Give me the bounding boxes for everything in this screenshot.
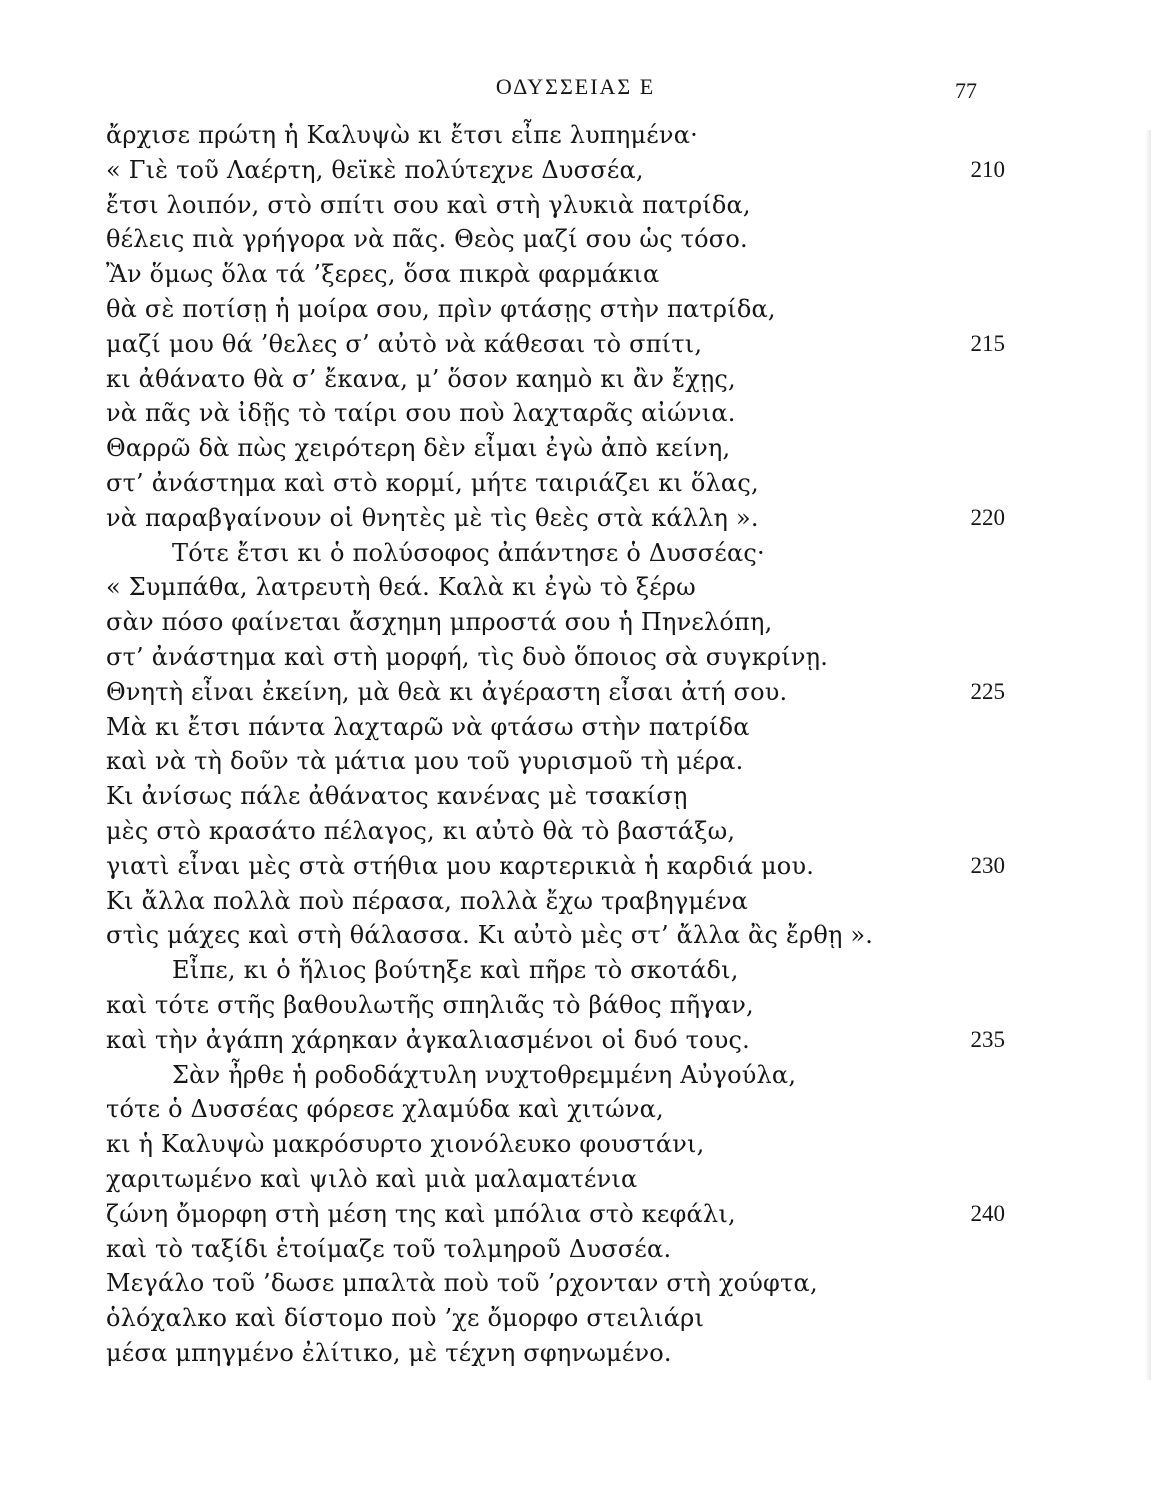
verse-line <box>0 884 1151 919</box>
verse-text: καὶ τὴν ἀγάπη χάρηκαν ἀγκαλιασμένοι οἱ δυό τους. <box>106 1025 750 1054</box>
verse-line <box>0 396 1151 431</box>
line-number: 230 <box>970 852 1005 878</box>
verse-line <box>0 1266 1151 1301</box>
verse-line <box>0 362 1151 397</box>
verse-line <box>0 536 1151 571</box>
verse-line <box>0 118 1151 153</box>
verse-text: κι ἡ Καλυψὼ μακρόσυρτο χιονόλευκο φουστάνι, <box>106 1130 705 1159</box>
verse-line <box>0 849 1151 884</box>
verse-line <box>0 1092 1151 1127</box>
verse-text: θέλεις πιὰ γρήγορα νὰ πᾶς. Θεὸς μαζί σου ὡς τόσο. <box>106 225 748 254</box>
verse-text: μαζί μου θά ’θελες σ’ αὐτὸ νὰ κάθεσαι τὸ σπίτι, <box>106 329 703 358</box>
verse-text: μὲς στὸ κρασάτο πέλαγος, κι αὐτὸ θὰ τὸ βαστάξω, <box>106 816 736 845</box>
verse-line <box>0 431 1151 466</box>
verse-line <box>0 570 1151 605</box>
verse-text: Τότε ἔτσι κι ὁ πολύσοφος ἀπάντησε ὁ Δυσσέας· <box>172 538 765 567</box>
line-number: 220 <box>970 504 1005 530</box>
verse-line <box>0 1127 1151 1162</box>
verse-line <box>0 953 1151 988</box>
verse-line <box>0 814 1151 849</box>
running-head: ΟΔΥΣΣΕΙΑΣ Ε <box>495 74 656 99</box>
verse-text: καὶ νὰ τὴ δοῦν τὰ μάτια μου τοῦ γυρισμοῦ τὴ μέρα. <box>106 747 744 776</box>
verse-line <box>0 188 1151 223</box>
verse-text: καὶ τότε στῆς βαθουλωτῆς σπηλιᾶς τὸ βάθος πῆγαν, <box>106 990 754 1019</box>
verse-text: χαριτωμένο καὶ ψιλὸ καὶ μιὰ μαλαματένια <box>106 1164 638 1193</box>
verse-line <box>0 605 1151 640</box>
line-number: 210 <box>970 156 1005 182</box>
verse-text: καὶ τὸ ταξίδι ἑτοίμαζε τοῦ τολμηροῦ Δυσσέα. <box>106 1234 672 1263</box>
verse-line <box>0 1023 1151 1058</box>
line-number: 240 <box>970 1200 1005 1226</box>
verse-text: Ἂν ὅμως ὅλα τά ’ξερες, ὅσα πικρὰ φαρμάκια <box>106 260 660 289</box>
verse-text: νὰ παραβγαίνουν οἱ θνητὲς μὲ τὶς θεὲς στὰ κάλλη ». <box>106 503 759 532</box>
verse-text: Μὰ κι ἔτσι πάντα λαχταρῶ νὰ φτάσω στὴν πατρίδα <box>106 712 750 741</box>
verse-text: τότε ὁ Δυσσέας φόρεσε χλαμύδα καὶ χιτώνα, <box>106 1095 664 1124</box>
verse-line <box>0 1162 1151 1197</box>
verse-text: Κι ἄλλα πολλὰ ποὺ πέρασα, πολλὰ ἔχω τραβηγμένα <box>106 886 749 915</box>
verse-line <box>0 292 1151 327</box>
page-edge-shadow <box>1145 130 1151 1380</box>
verse-line <box>0 466 1151 501</box>
line-number: 215 <box>970 330 1005 356</box>
verse-text: « Γιὲ τοῦ Λαέρτη, θεϊκὲ πολύτεχνε Δυσσέα, <box>106 155 644 184</box>
verse-text: στὶς μάχες καὶ στὴ θάλασσα. Κι αὐτὸ μὲς στ’ ἄλλα ἂς ἔρθῃ ». <box>106 921 874 950</box>
verse-line <box>0 1058 1151 1093</box>
verse-line <box>0 1336 1151 1371</box>
verse-text: Θαρρῶ δὰ πὼς χειρότερη δὲν εἶμαι ἐγὼ ἀπὸ κείνη, <box>106 434 731 463</box>
verse-line <box>0 1232 1151 1267</box>
line-number: 225 <box>970 678 1005 704</box>
verse-line <box>0 918 1151 953</box>
verse-line <box>0 744 1151 779</box>
verse-text: Κι ἀνίσως πάλε ἀθάνατος κανένας μὲ τσακίσῃ <box>106 782 688 811</box>
verse-block <box>0 118 1151 1371</box>
verse-text: ἔτσι λοιπόν, στὸ σπίτι σου καὶ στὴ γλυκιὰ πατρίδα, <box>106 190 751 219</box>
verse-line <box>0 501 1151 536</box>
page-number: 77 <box>955 78 977 103</box>
verse-text: « Συμπάθα, λατρευτὴ θεά. Καλὰ κι ἐγὼ τὸ ξέρω <box>106 573 696 602</box>
verse-text: ἄρχισε πρώτη ἡ Καλυψὼ κι ἔτσι εἶπε λυπημένα· <box>106 121 698 149</box>
verse-line <box>0 1301 1151 1336</box>
verse-text: Σὰν ἦρθε ἡ ροδοδάχτυλη νυχτοθρεμμένη Αὐγούλα, <box>172 1060 797 1089</box>
verse-text: κι ἀθάνατο θὰ σ’ ἔκανα, μ’ ὅσον καημὸ κι ἂν ἔχῃς, <box>106 364 736 393</box>
verse-text: σὰν πόσο φαίνεται ἄσχημη μπροστά σου ἡ Πηνελόπη, <box>106 608 773 637</box>
verse-line <box>0 327 1151 362</box>
verse-text: Θνητὴ εἶναι ἐκείνη, μὰ θεὰ κι ἀγέραστη εἶσαι ἀτή σου. <box>106 677 788 706</box>
verse-line <box>0 710 1151 745</box>
verse-text: Εἶπε, κι ὁ ἥλιος βούτηξε καὶ πῆρε τὸ σκοτάδι, <box>172 956 739 985</box>
verse-line <box>0 675 1151 710</box>
verse-text: Μεγάλο τοῦ ’δωσε μπαλτὰ ποὺ τοῦ ’ρχονταν στὴ χούφτα, <box>106 1269 818 1298</box>
line-number: 235 <box>970 1026 1005 1052</box>
verse-line <box>0 1197 1151 1232</box>
verse-text: νὰ πᾶς νὰ ἰδῇς τὸ ταίρι σου ποὺ λαχταρᾶς αἰώνια. <box>106 399 736 428</box>
verse-line <box>0 988 1151 1023</box>
verse-text: μέσα μπηγμένο ἐλίτικο, μὲ τέχνη σφηνωμένο. <box>106 1338 672 1367</box>
verse-text: στ’ ἀνάστημα καὶ στὴ μορφή, τὶς δυὸ ὅποιος σὰ συγκρίνῃ. <box>106 642 829 671</box>
verse-line <box>0 153 1151 188</box>
verse-line <box>0 640 1151 675</box>
verse-text: ὁλόχαλκο καὶ δίστομο ποὺ ’χε ὄμορφο στειλιάρι <box>106 1304 705 1333</box>
verse-text: θὰ σὲ ποτίσῃ ἡ μοίρα σου, πρὶν φτάσῃς στὴν πατρίδα, <box>106 294 776 323</box>
verse-line <box>0 222 1151 257</box>
verse-line <box>0 257 1151 292</box>
verse-text: στ’ ἀνάστημα καὶ στὸ κορμί, μήτε ταιριάζει κι ὅλας, <box>106 468 759 497</box>
verse-line <box>0 779 1151 814</box>
verse-text: ζώνη ὄμορφη στὴ μέση της καὶ μπόλια στὸ κεφάλι, <box>106 1199 736 1228</box>
verse-text: γιατὶ εἶναι μὲς στὰ στήθια μου καρτερικιὰ ἡ καρδιά μου. <box>106 851 815 880</box>
